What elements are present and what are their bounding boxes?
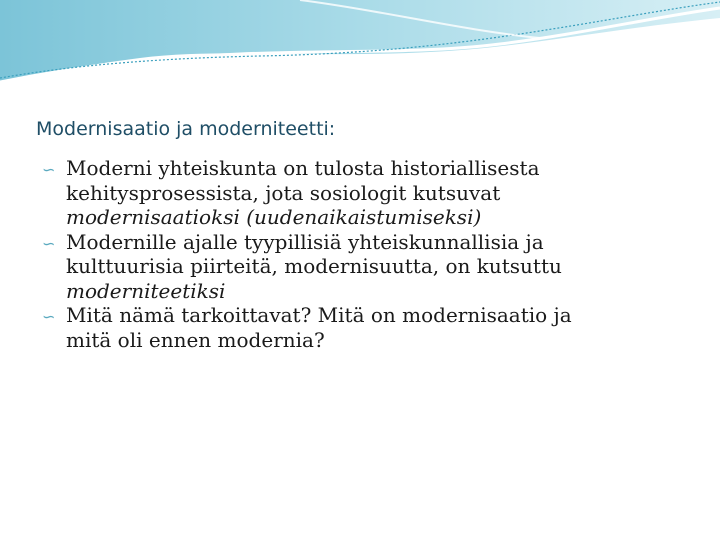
bullet-line: mitä oli ennen modernia? bbox=[66, 327, 325, 352]
bullet-line: modernisaatioksi (uudenaikaistumiseksi) bbox=[66, 205, 482, 229]
bullet-item bbox=[42, 156, 682, 230]
bullet-line: moderniteetiksi bbox=[66, 278, 226, 303]
bullet-line: Modernille ajalle tyypillisiä yhteiskunnallisia ja bbox=[66, 229, 544, 254]
header-wave-decoration bbox=[0, 0, 720, 100]
bullet-item bbox=[42, 303, 682, 352]
slide-title: Modernisaatio ja moderniteetti: bbox=[36, 118, 336, 140]
wave-bullet-icon: ∽ bbox=[42, 160, 56, 179]
bullet-item bbox=[42, 230, 682, 304]
wave-bullet-icon: ∽ bbox=[42, 233, 56, 253]
bullet-line: Mitä nämä tarkoittavat? Mitä on modernisaatio ja bbox=[66, 303, 572, 327]
bullet-line: Moderni yhteiskunta on tulosta historiallisesta bbox=[66, 156, 540, 180]
bullet-line: kulttuurisia piirteitä, modernisuutta, on kutsuttu bbox=[66, 254, 562, 278]
wave-bullet-icon: ∽ bbox=[42, 307, 56, 326]
bullet-list bbox=[42, 156, 682, 352]
bullet-line: kehitysprosessista, jota sosiologit kutsuvat bbox=[66, 180, 501, 205]
